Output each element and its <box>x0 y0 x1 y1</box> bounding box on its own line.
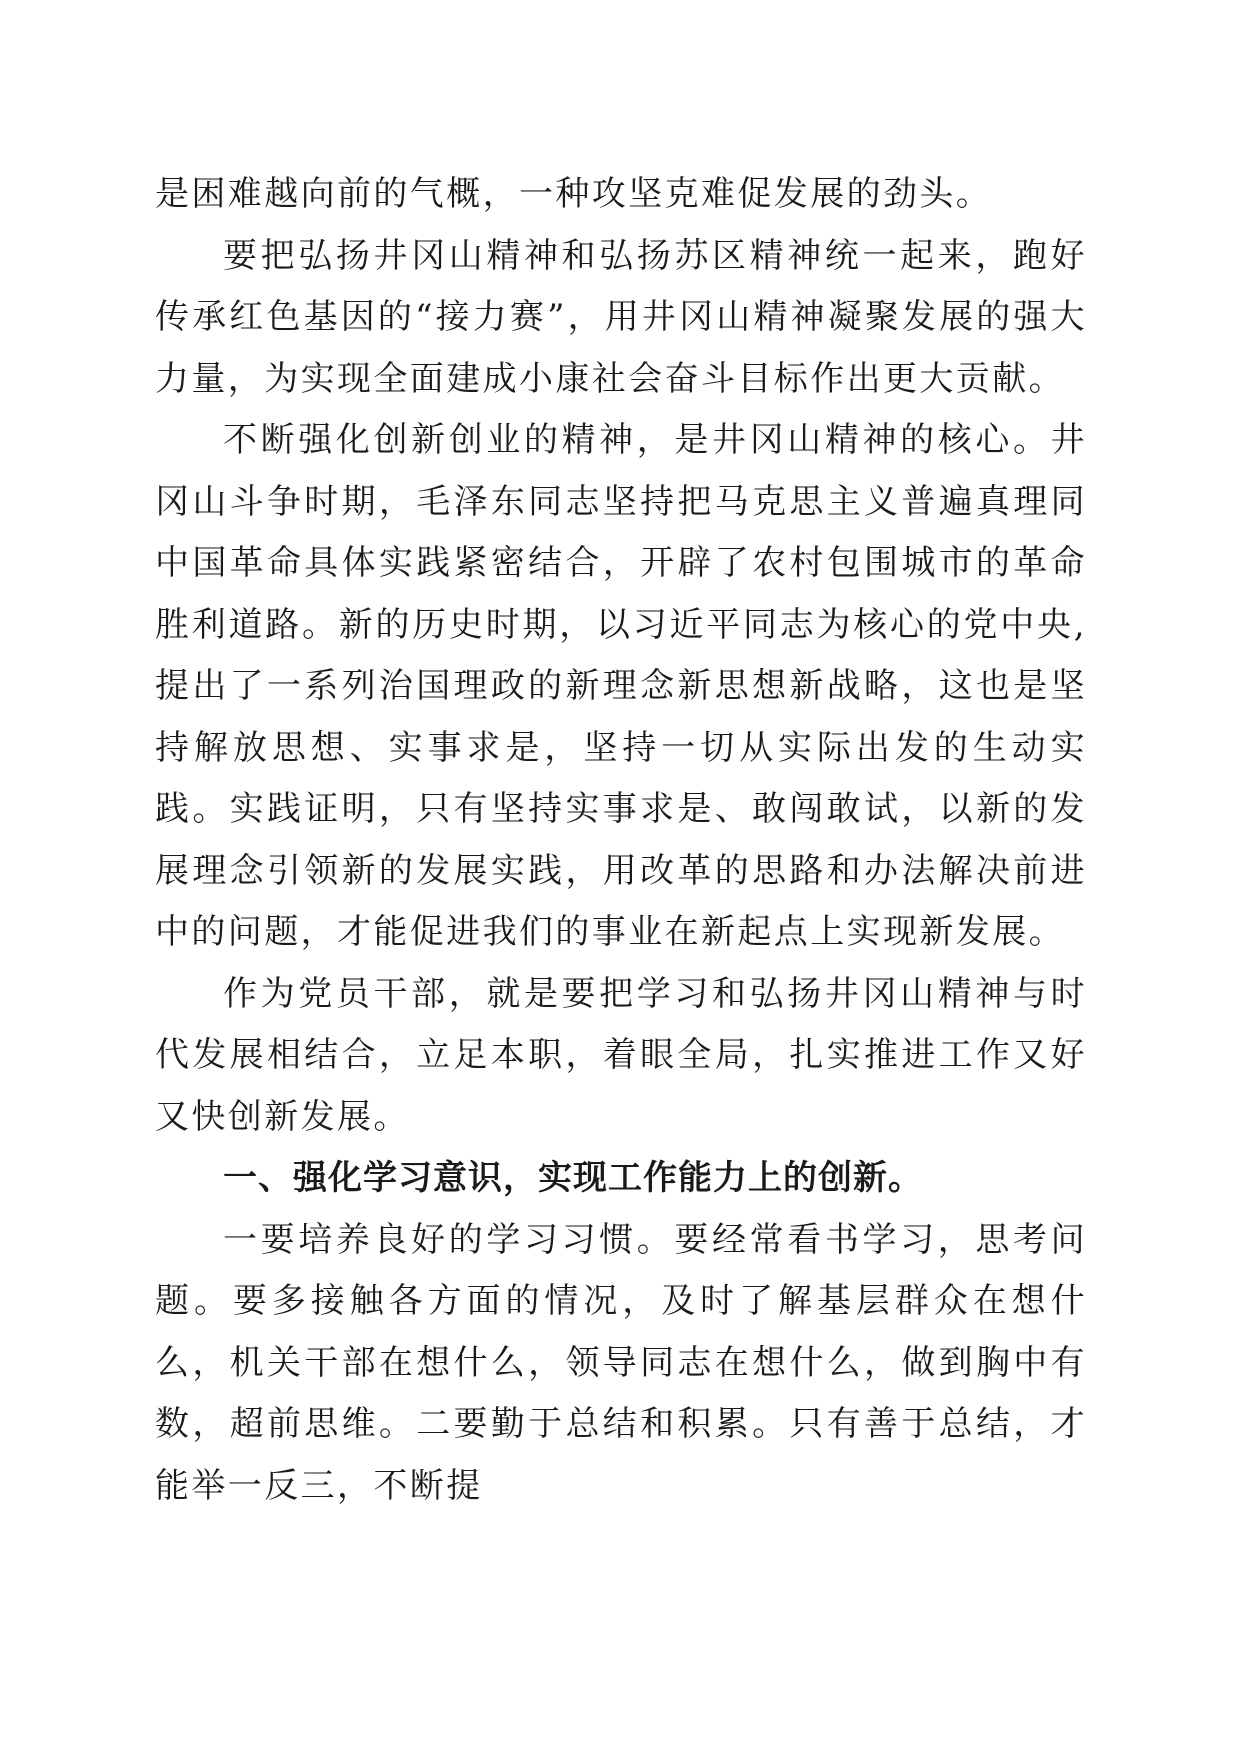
section-heading-learning: 一、强化学习意识，实现工作能力上的创新。 <box>223 1158 923 1198</box>
paragraph-continuation: 是困难越向前的气概，一种攻坚克难促发展的劲头。 <box>155 174 993 214</box>
paragraph-learning-habits: 一要培养良好的学习习惯。要经常看书学习，思考问题。要多接触各方面的情况，及时了解基层群众在想什么，机关干部在想什么，领导同志在想什么，做到胸中有数，超前思维。二要勤于总结和积累。只有善于总结，才能举一反三，不断提 <box>155 1219 1087 1506</box>
document-body <box>155 164 1087 1517</box>
paragraph-party-cadres: 作为党员干部，就是要把学习和弘扬井冈山精神与时代发展相结合，立足本职，着眼全局，扎实推进工作又好又快创新发展。 <box>155 973 1087 1137</box>
paragraph-red-gene-relay: 要把弘扬井冈山精神和弘扬苏区精神统一起来，跑好传承红色基因的“接力赛”，用井冈山精神凝聚发展的强大力量，为实现全面建成小康社会奋斗目标作出更大贡献。 <box>155 235 1087 399</box>
paragraph-innovation-spirit: 不断强化创新创业的精神，是井冈山精神的核心。井冈山斗争时期，毛泽东同志坚持把马克思主义普遍真理同中国革命具体实践紧密结合，开辟了农村包围城市的革命胜利道路。新的历史时期，以习近平同志为核心的党中央,提出了一系列治国理政的新理念新思想新战略，这也是坚持解放思想、实事求是，坚持一切从实际出发的生动实践。实践证明，只有坚持实事求是、敢闯敢试，以新的发展理念引领新的发展实践，用改革的思路和办法解决前进中的问题，才能促进我们的事业在新起点上实现新发展。 <box>155 420 1087 952</box>
